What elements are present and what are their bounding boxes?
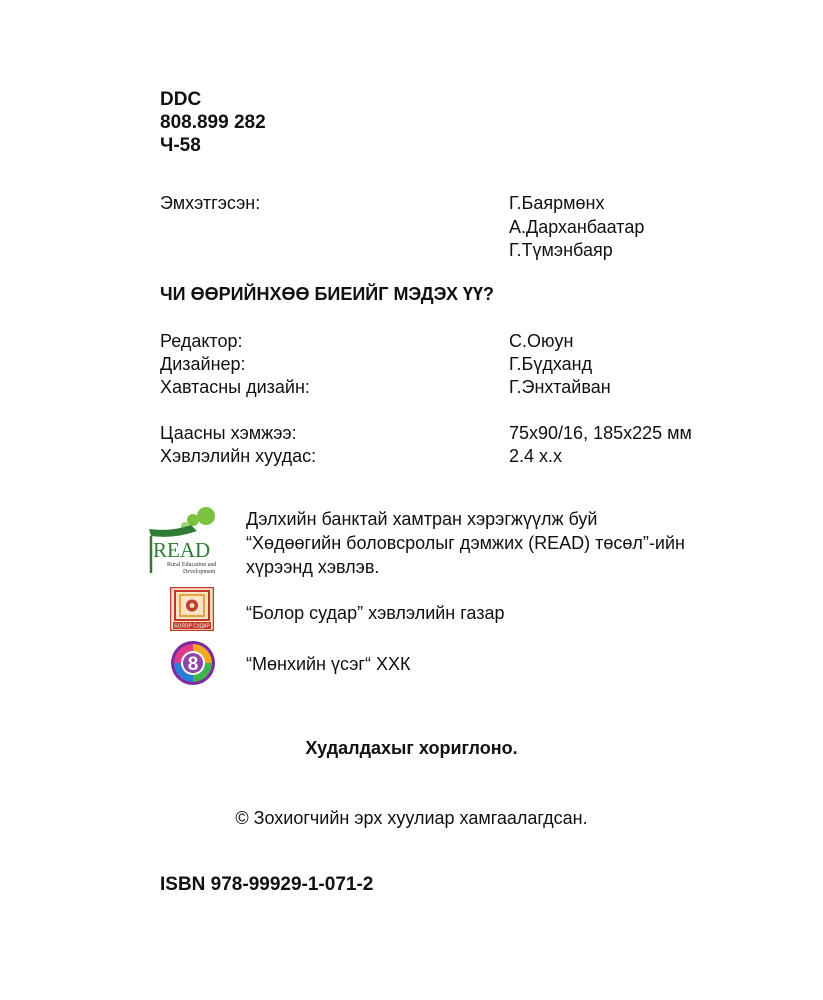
- designer-value: Г.Бүдханд: [509, 354, 593, 374]
- bolor-sudar-note: “Болор судар” хэвлэлийн газар: [246, 603, 505, 623]
- catalog-block: [160, 88, 266, 157]
- ddc-label: DDC: [160, 89, 202, 110]
- not-for-sale-notice: Худалдахыг хориглоно.: [305, 738, 518, 758]
- compiler-name-1: Г.Баярмөнх: [509, 193, 605, 213]
- editor-label: Редактор:: [160, 331, 243, 351]
- ddc-number: 808.899 282: [160, 112, 266, 133]
- bolor-sudar-logo-caption: БОЛОР СУДАР: [174, 623, 210, 630]
- book-title: ЧИ ӨӨРИЙНХӨӨ БИЕИЙГ МЭДЭХ ҮҮ?: [160, 284, 494, 304]
- isbn: ISBN 978-99929-1-071-2: [160, 874, 374, 895]
- read-logo-title: READ: [153, 538, 211, 562]
- copyright-notice: © Зохиогчийн эрх хуулиар хамгаалагдсан.: [235, 808, 588, 828]
- cover-design-label: Хавтасны дизайн:: [160, 377, 310, 397]
- bolor-sudar-logo-icon: [170, 587, 214, 631]
- read-note-line-1: Дэлхийн банктай хамтран хэрэгжүүлж буй: [246, 509, 598, 529]
- editor-value: С.Оюун: [509, 331, 574, 351]
- read-logo-subtitle-2: Development: [183, 569, 216, 575]
- print-sheets-label: Хэвлэлийн хуудас:: [160, 446, 317, 466]
- read-logo-subtitle-1: Rural Education and: [167, 562, 217, 568]
- munkhiin-useg-note: “Мөнхийн үсэг“ ХХК: [246, 654, 411, 674]
- compiler-name-2: А.Дарханбаатар: [509, 217, 645, 237]
- read-project-note: [246, 507, 685, 579]
- author-mark: Ч-58: [160, 135, 201, 156]
- read-note-line-3: хүрээнд хэвлэв.: [246, 557, 380, 577]
- compiler-name-3: Г.Түмэнбаяр: [509, 240, 613, 260]
- designer-label: Дизайнер:: [160, 354, 246, 374]
- paper-size-value: 75х90/16, 185х225 мм: [509, 423, 692, 443]
- cover-design-value: Г.Энхтайван: [509, 377, 611, 397]
- munkhiin-useg-logo-icon: [170, 640, 216, 686]
- compilers-label: Эмхэтгэсэн:: [160, 193, 261, 213]
- svg-text:8: 8: [187, 654, 199, 675]
- paper-size-label: Цаасны хэмжээ:: [160, 423, 297, 443]
- print-sheets-value: 2.4 х.х: [509, 446, 563, 466]
- read-note-line-2: “Хөдөөгийн боловсролыг дэмжих (READ) төсөл”-ийн: [246, 533, 685, 553]
- read-logo-icon: [145, 505, 231, 575]
